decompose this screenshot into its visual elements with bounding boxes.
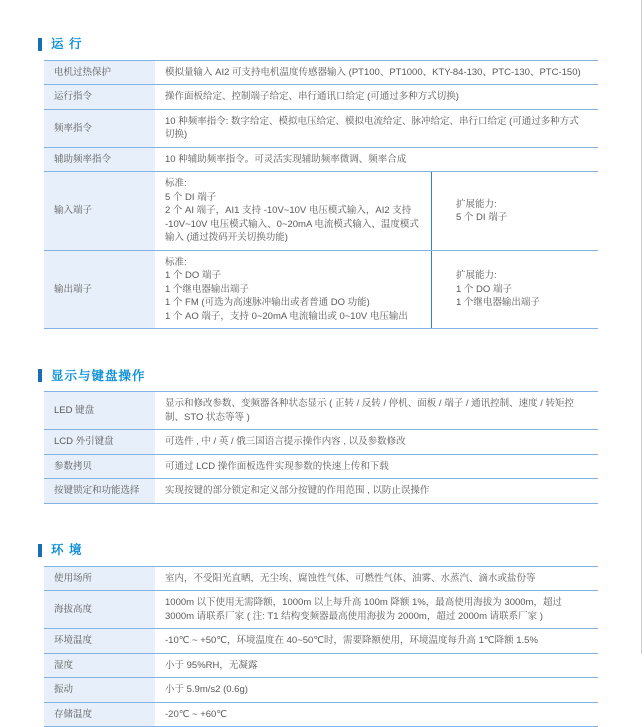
section-title: 显示与键盘操作: [51, 368, 146, 383]
row-value: [155, 702, 598, 726]
row-label: 环境温度: [44, 629, 155, 653]
row-label: LED 键盘: [44, 392, 155, 430]
table-row: [44, 250, 598, 328]
row-value: [155, 392, 598, 430]
row-value: [155, 591, 598, 629]
row-value: [155, 250, 598, 328]
value-line: 2 个 AI 端子，AI1 支持 -10V~10V 电压模式输入，AI2 支持 -10V~10V 电压模式输入、0~20mA 电流模式输入、温度模式输入 (通过拨码开关切换功能): [165, 205, 419, 244]
value-line: 显示和修改参数、变频器各种状态显示 ( 正转 / 反转 / 停机、面板 / 端子 / 通讯控制、速度 / 转矩控制、STO 状态等等 ): [165, 398, 575, 423]
row-label: 存储温度: [44, 702, 155, 726]
value-line: 10 种频率指令: 数字给定、模拟电压给定、模拟电流给定、脉冲给定、串行口给定 (可通过多种方式切换): [165, 115, 579, 141]
table-row: [44, 109, 598, 147]
value-line: 1 个 AO 端子，支持 0~20mA 电流输出或 0~10V 电压输出: [165, 310, 408, 322]
extended-capability: [431, 172, 598, 249]
row-value: [155, 61, 598, 85]
table-row: [44, 629, 598, 653]
row-label: 湿度: [44, 653, 155, 677]
value-line: 可选件 , 中 / 英 / 俄三国语言提示操作内容 , 以及参数修改: [165, 436, 406, 448]
row-value: [155, 479, 598, 503]
spec-section: [38, 544, 604, 727]
value-line: 扩展能力:: [456, 198, 497, 210]
row-label: 辅助频率指令: [44, 147, 155, 171]
table-row: [44, 85, 598, 109]
standard-capability: [155, 172, 431, 249]
value-line: -10℃ ~ +50℃，环境温度在 40~50℃时，需要降额使用，环境温度每升高 1℃降额 1.5%: [165, 635, 538, 647]
extended-capability: [431, 251, 598, 328]
value-line: 标准:: [165, 256, 187, 268]
row-value: [155, 653, 598, 677]
row-label: 海拔高度: [44, 591, 155, 629]
value-line: 室内，不受阳光直晒，无尘埃、腐蚀性气体、可燃性气体、油雾、水蒸汽、滴水或盐份等: [165, 572, 536, 584]
row-label: 按键锁定和功能选择: [44, 479, 155, 503]
table-row: [44, 61, 598, 85]
row-label: 运行指令: [44, 85, 155, 109]
table-row: [44, 454, 598, 478]
section-title: 运 行: [51, 37, 83, 52]
value-line: 扩展能力:: [456, 270, 497, 282]
row-label: LCD 外引键盘: [44, 430, 155, 454]
value-line: 可通过 LCD 操作面板选件实现参数的快速上传和下载: [165, 460, 389, 472]
table-row: [44, 430, 598, 454]
value-line: 操作面板给定、控制端子给定、串行通讯口给定 (可通过多种方式切换): [165, 91, 459, 103]
value-line: 5 个 DI 端子: [456, 212, 508, 224]
value-line: 5 个 DI 端子: [165, 191, 217, 203]
row-label: 使用场所: [44, 566, 155, 590]
split-value: [155, 172, 598, 249]
table-row: [44, 566, 598, 590]
value-line: -20℃ ~ +60℃: [165, 708, 228, 720]
value-line: 标准:: [165, 178, 187, 190]
value-line: 10 种辅助频率指令。可灵活实现辅助频率微调、频率合成: [165, 153, 407, 165]
spec-table: [44, 60, 598, 329]
row-value: [155, 566, 598, 590]
value-line: 1000m 以下使用无需降额，1000m 以上每升高 100m 降额 1%，最高使用海拔为 3000m，超过 3000m 请联系厂家 ( 注: T1 结构变频器最高使用海拔为 2000m，超过 2000m 请联系厂家 ): [165, 597, 562, 622]
page-edge-line: [641, 0, 642, 654]
standard-capability: [155, 251, 431, 328]
section-marker-bar: [38, 369, 42, 382]
section-header: [38, 369, 604, 382]
row-label: 频率指令: [44, 109, 155, 147]
value-line: 1 个继电器输出端子: [165, 283, 249, 295]
spec-table: [44, 391, 598, 503]
value-line: 模拟量输入 AI2 可支持电机温度传感器输入 (PT100、PT1000、KTY-84-130、PTC-130、PTC-150): [165, 67, 581, 78]
table-row: [44, 653, 598, 677]
table-row: [44, 591, 598, 629]
section-header: [38, 544, 604, 557]
section-marker-bar: [38, 38, 42, 51]
spec-table: [44, 566, 598, 727]
row-value: [155, 678, 598, 702]
value-line: 1 个 DO 端子: [456, 283, 512, 295]
value-line: 小于 95%RH，无凝露: [165, 659, 258, 671]
row-label: 电机过热保护: [44, 61, 155, 85]
row-label: 振动: [44, 678, 155, 702]
value-line: 1 个 FM (可选为高速脉冲输出或者普通 DO 功能): [165, 297, 370, 309]
table-row: [44, 147, 598, 171]
row-value: [155, 172, 598, 250]
value-line: 1 个继电器输出端子: [456, 297, 540, 309]
section-title: 环 境: [51, 542, 83, 557]
row-label: 参数拷贝: [44, 454, 155, 478]
row-label: 输出端子: [44, 250, 155, 328]
row-value: [155, 147, 598, 171]
row-label: 输入端子: [44, 172, 155, 250]
table-row: [44, 479, 598, 503]
row-value: [155, 109, 598, 147]
table-row: [44, 702, 598, 726]
row-value: [155, 85, 598, 109]
row-value: [155, 454, 598, 478]
table-row: [44, 392, 598, 430]
value-line: 1 个 DO 端子: [165, 270, 221, 282]
spec-section: [38, 38, 604, 329]
spec-section: [38, 369, 604, 503]
table-row: [44, 678, 598, 702]
section-marker-bar: [38, 544, 42, 557]
value-line: 小于 5.9m/s2 (0.6g): [165, 684, 248, 696]
table-row: [44, 172, 598, 250]
value-line: 实现按键的部分锁定和定义部分按键的作用范围 , 以防止误操作: [165, 485, 430, 497]
section-header: [38, 38, 604, 51]
row-value: [155, 430, 598, 454]
row-value: [155, 629, 598, 653]
split-value: [155, 251, 598, 328]
